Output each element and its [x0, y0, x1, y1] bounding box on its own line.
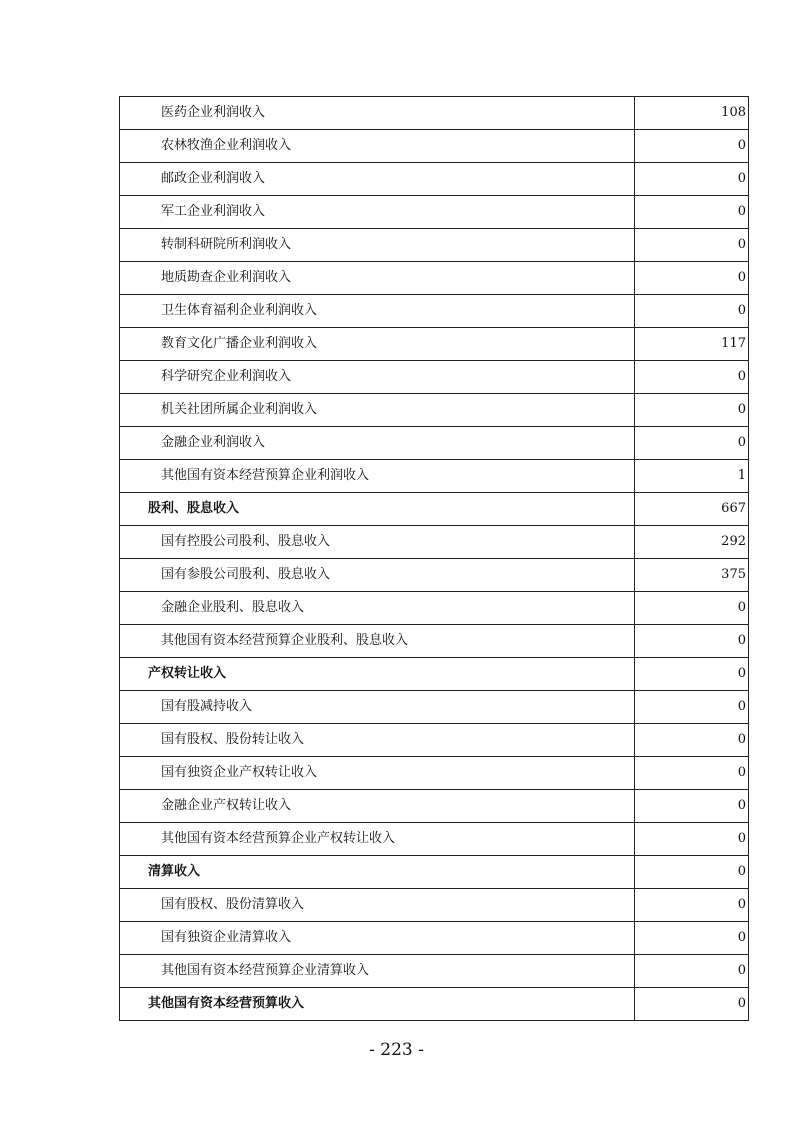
table-row [120, 328, 749, 361]
item-name-cell: 国有股权、股份转让收入 [120, 724, 635, 757]
amount-cell: 667 [635, 493, 749, 526]
category-row [120, 658, 749, 691]
item-name-cell: 国有控股公司股利、股息收入 [120, 526, 635, 559]
table-row [120, 295, 749, 328]
table-row [120, 130, 749, 163]
amount-cell: 375 [635, 559, 749, 592]
amount-cell: 0 [635, 823, 749, 856]
table-row [120, 955, 749, 988]
item-name-cell: 国有股减持收入 [120, 691, 635, 724]
table-row [120, 196, 749, 229]
amount-cell: 0 [635, 724, 749, 757]
amount-cell: 0 [635, 361, 749, 394]
item-name-cell: 其他国有资本经营预算企业股利、股息收入 [120, 625, 635, 658]
amount-cell: 0 [635, 757, 749, 790]
item-name-cell: 机关社团所属企业利润收入 [120, 394, 635, 427]
item-name-cell: 国有股权、股份清算收入 [120, 889, 635, 922]
item-name-cell: 卫生体育福利企业利润收入 [120, 295, 635, 328]
item-name-cell: 军工企业利润收入 [120, 196, 635, 229]
table-row [120, 394, 749, 427]
table-row [120, 460, 749, 493]
amount-cell: 0 [635, 889, 749, 922]
table-row [120, 625, 749, 658]
item-name-cell: 转制科研院所利润收入 [120, 229, 635, 262]
page-number: - 223 - [369, 1040, 424, 1060]
amount-cell: 108 [635, 97, 749, 130]
amount-cell: 0 [635, 130, 749, 163]
item-name-cell: 国有独资企业产权转让收入 [120, 757, 635, 790]
item-name-cell: 国有参股公司股利、股息收入 [120, 559, 635, 592]
category-name-cell: 其他国有资本经营预算收入 [120, 988, 635, 1021]
amount-cell: 0 [635, 262, 749, 295]
amount-cell: 0 [635, 856, 749, 889]
item-name-cell: 金融企业股利、股息收入 [120, 592, 635, 625]
amount-cell: 0 [635, 988, 749, 1021]
category-row [120, 856, 749, 889]
amount-cell: 0 [635, 196, 749, 229]
category-name-cell: 产权转让收入 [120, 658, 635, 691]
amount-cell: 0 [635, 922, 749, 955]
category-name-cell: 股利、股息收入 [120, 493, 635, 526]
item-name-cell: 教育文化广播企业利润收入 [120, 328, 635, 361]
amount-cell: 0 [635, 658, 749, 691]
amount-cell: 0 [635, 229, 749, 262]
table-row [120, 97, 749, 130]
table-row [120, 592, 749, 625]
item-name-cell: 金融企业利润收入 [120, 427, 635, 460]
table-body [120, 97, 749, 1021]
amount-cell: 0 [635, 295, 749, 328]
amount-cell: 0 [635, 790, 749, 823]
item-name-cell: 农林牧渔企业利润收入 [120, 130, 635, 163]
amount-cell: 292 [635, 526, 749, 559]
amount-cell: 1 [635, 460, 749, 493]
category-name-cell: 清算收入 [120, 856, 635, 889]
item-name-cell: 科学研究企业利润收入 [120, 361, 635, 394]
item-name-cell: 金融企业产权转让收入 [120, 790, 635, 823]
item-name-cell: 其他国有资本经营预算企业利润收入 [120, 460, 635, 493]
budget-table [119, 96, 749, 1021]
table-row [120, 691, 749, 724]
table-row [120, 889, 749, 922]
table-row [120, 790, 749, 823]
table-row [120, 361, 749, 394]
category-row [120, 493, 749, 526]
amount-cell: 0 [635, 394, 749, 427]
table-row [120, 526, 749, 559]
amount-cell: 0 [635, 592, 749, 625]
item-name-cell: 医药企业利润收入 [120, 97, 635, 130]
table-row [120, 262, 749, 295]
amount-cell: 117 [635, 328, 749, 361]
table-row [120, 229, 749, 262]
table-row [120, 724, 749, 757]
item-name-cell: 其他国有资本经营预算企业清算收入 [120, 955, 635, 988]
item-name-cell: 地质勘查企业利润收入 [120, 262, 635, 295]
item-name-cell: 邮政企业利润收入 [120, 163, 635, 196]
item-name-cell: 其他国有资本经营预算企业产权转让收入 [120, 823, 635, 856]
amount-cell: 0 [635, 163, 749, 196]
item-name-cell: 国有独资企业清算收入 [120, 922, 635, 955]
table-row [120, 427, 749, 460]
amount-cell: 0 [635, 955, 749, 988]
table-row [120, 757, 749, 790]
amount-cell: 0 [635, 625, 749, 658]
table-row [120, 163, 749, 196]
table-row [120, 922, 749, 955]
table-row [120, 559, 749, 592]
table-row [120, 823, 749, 856]
category-row [120, 988, 749, 1021]
amount-cell: 0 [635, 427, 749, 460]
amount-cell: 0 [635, 691, 749, 724]
